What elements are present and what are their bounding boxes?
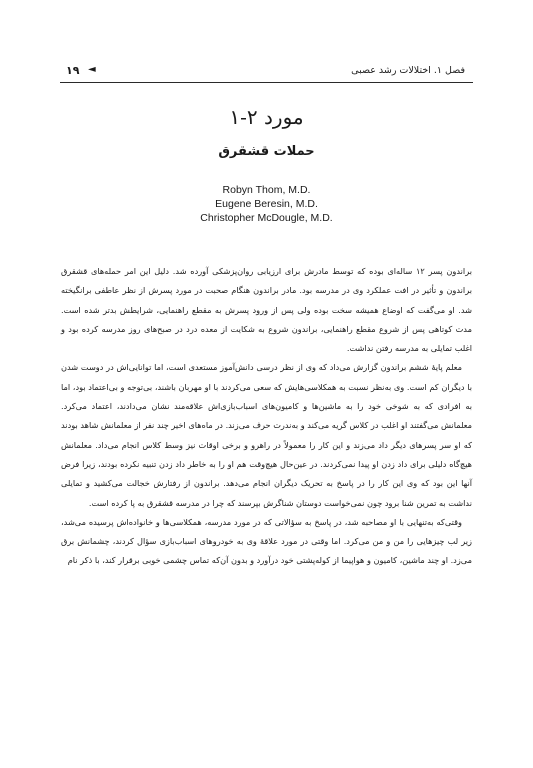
chapter-title: فصل ۱. اختلالات رشد عصبی bbox=[351, 65, 465, 76]
paragraph: معلم پایهٔ ششم براندون گزارش می‌داد که وی از نظر درسی دانش‌آموز مستعدی است، اما توانایی‌اش در دوست شدن با دیگران کم است. وی به‌نظر نسبت به همکلاسی‌هایش که سعی می‌کردند با او مهربان باشند، بی‌توجه و بی‌اعتماد بود، اما به افرادی که به شوخی خود را به ماشین‌ها و کامیون‌های اسباب‌بازی‌اش علاقه‌مند نشان می‌دادند، اعتماد می‌کرد. معلمانش می‌گفتند او اغلب در کلاس گریه می‌کند و به‌ندرت حرف می‌زند. در ماه‌های اخیر چند نفر از معلمانش شاهد بودند که او سر پسرهای دیگر داد می‌زند و این کار را معمولاً در راهرو و برخی اوقات نیز وسط کلاس انجام می‌داد. معلمانش هیچ‌گاه دلیلی برای داد زدن او پیدا نمی‌کردند. در عین‌حال هیچ‌وقت هم او را به خاطر داد زدن تنبیه نکرده بودند، زیرا فرض آنها این بود که وی این کار را در پاسخ به تحریک دیگران انجام می‌دهد. براندون از رفتارش خجالت می‌کشید و تمایلی نداشت به تمرین شنا برود چون نمی‌خواست دوستان شناگرش بپرسند که چرا در مدرسه قشقرق به پا کرده است. bbox=[61, 362, 472, 508]
running-header bbox=[60, 60, 473, 83]
author-list bbox=[0, 183, 533, 225]
case-subtitle: حملات قشقرق bbox=[218, 144, 315, 159]
body-text bbox=[61, 262, 472, 571]
page-number: ۱۹ bbox=[66, 64, 80, 77]
author-name: Christopher McDougle, M.D. bbox=[200, 212, 333, 224]
paragraph: وقتی‌که به‌تنهایی با او مصاحبه شد، در پاسخ به سؤالاتی که در مورد مدرسه، همکلاسی‌ها و خانواده‌اش پرسیده می‌شد، زیر لب چیزهایی را من و من می‌کرد. اما وقتی در مورد علاقهٔ وی به خودروهای اسباب‌بازی سؤال کردند، چشمانش برق می‌زد. او چند ماشین، کامیون و هواپیما از کوله‌پشتی خود درآورد و بدون آن‌که تماس چشمی خوبی برقرار کند، با ذکر نام bbox=[61, 516, 472, 566]
author-name: Robyn Thom, M.D. bbox=[222, 184, 311, 196]
author-name: Eugene Beresin, M.D. bbox=[215, 198, 318, 210]
paragraph: براندون پسر ۱۲ ساله‌ای بوده که توسط مادرش برای ارزیابی روان‌پزشکی آورده شد. دلیل این امر حمله‌های قشقرق براندون و تأثیر در افت عملکرد وی در مدرسه بود. مادر براندون هنگام صحبت در مورد پسرش از نظر عاطفی برانگیخته شد. او می‌گفت که اوضاع همیشه سخت بوده ولی پس از ورود پسرش به مقطع راهنمایی، شرایطش بدتر شده است. مدت کوتاهی پس از شروع مقطع راهنمایی، براندون شروع به شکایت از معده درد در صبح‌های روز مدرسه کرده بود و اغلب تمایلی به مدرسه رفتن نداشت. bbox=[61, 266, 472, 354]
case-title: مورد ۲-۱ bbox=[229, 105, 304, 129]
arrow-left-icon: ◄ bbox=[88, 64, 96, 75]
